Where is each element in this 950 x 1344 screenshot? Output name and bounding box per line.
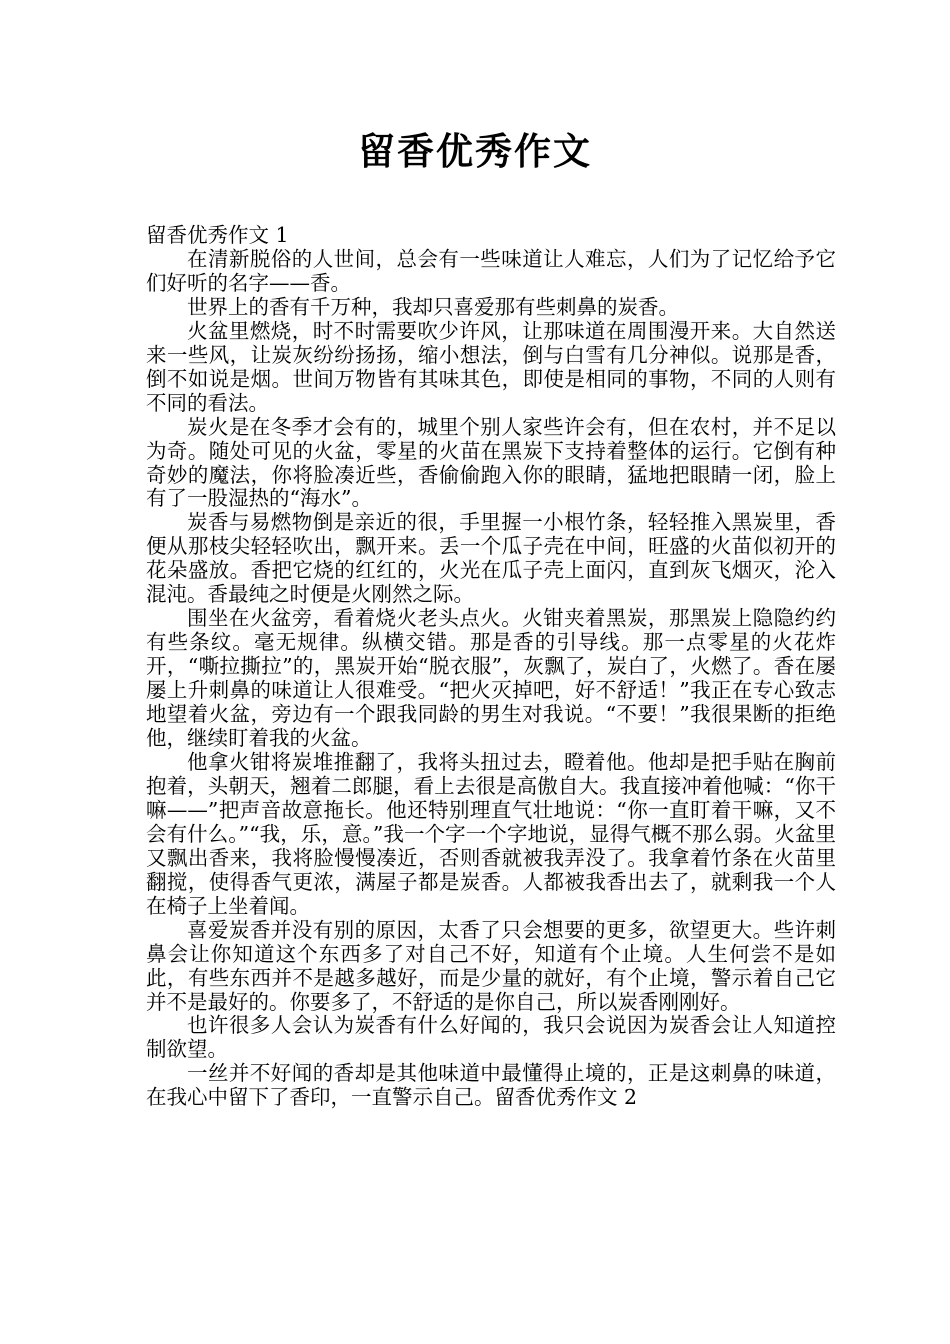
paragraph: 世界上的香有千万种，我却只喜爱那有些刺鼻的炭香。 [187, 294, 679, 319]
paragraph: 围坐在火盆旁，看着烧火老头点火。火钳夹着黑炭，那黑炭上隐隐约约有些条纹。毫无规律。纵横交错。那是香的引导线。那一点零星的火花炸开，“嘶拉撕拉”的，黑炭开始“脱衣服”，灰飘了，炭白了，火燃了。香在屡屡上升刺鼻的味道让人很难受。“把火灭掉吧，好不舒适！”我正在专心致志地望着火盆，旁边有一个跟我同龄的男生对我说。“不要！”我很果断的拒绝他，继续盯着我的火盆。 [146, 606, 836, 751]
essay-subheading: 留香优秀作文 1 [146, 223, 289, 247]
paragraph: 他拿火钳将炭堆推翻了，我将头扭过去，瞪着他。他却是把手贴在胸前抱着，头朝天，翘着二郎腿，看上去很是高傲自大。我直接冲着他喊：“你干嘛——”把声音故意拖长。他还特别理直气壮地说：“你一直盯着干嘛，又不会有什么。”“我，乐，意。”我一个字一个字地说，显得气概不那么弱。火盆里又飘出香来，我将脸慢慢凑近，否则香就被我弄没了。我拿着竹条在火苗里翻搅，使得香气更浓，满屋子都是炭香。人都被我香出去了，就剩我一个人在椅子上坐着闻。 [146, 749, 836, 918]
paragraph: 炭香与易燃物倒是亲近的很，手里握一小根竹条，轻轻推入黑炭里，香便从那枝尖轻轻吹出，飘开来。丢一个瓜子壳在中间，旺盛的火苗似初开的花朵盛放。香把它烧的红红的，火光在瓜子壳上面闪，直到灰飞烟灭，沦入混沌。香最纯之时便是火刚然之际。 [146, 510, 836, 607]
paragraph: 火盆里燃烧，时不时需要吹少许风，让那味道在周围漫开来。大自然送来一些风，让炭灰纷纷扬扬，缩小想法，倒与白雪有几分神似。说那是香，倒不如说是烟。世间万物皆有其味其色，即使是相同的事物，不同的人则有不同的看法。 [146, 318, 836, 415]
paragraph: 也许很多人会认为炭香有什么好闻的，我只会说因为炭香会让人知道控制欲望。 [146, 1013, 836, 1062]
paragraph: 一丝并不好闻的香却是其他味道中最懂得止境的，正是这刺鼻的味道，在我心中留下了香印，一直警示自己。留香优秀作文 2 [146, 1061, 836, 1110]
paragraph: 在清新脱俗的人世间，总会有一些味道让人难忘，人们为了记忆给予它们好听的名字——香。 [146, 246, 836, 295]
document-title: 留香优秀作文 [358, 130, 592, 173]
document-body [146, 224, 836, 1110]
paragraph: 喜爱炭香并没有别的原因，太香了只会想要的更多，欲望更大。些许刺鼻会让你知道这个东西多了对自己不好，知道有个止境。人生何尝不是如此，有些东西并不是越多越好，而是少量的就好，有个止境，警示着自己它并不是最好的。你要多了，不舒适的是你自己，所以炭香刚刚好。 [146, 917, 836, 1014]
paragraph: 炭火是在冬季才会有的，城里个别人家些许会有，但在农村，并不足以为奇。随处可见的火盆，零星的火苗在黑炭下支持着整体的运行。它倒有种奇妙的魔法，你将脸凑近些，香偷偷跑入你的眼睛，猛地把眼睛一闭，脸上有了一股湿热的“海水”。 [146, 414, 836, 511]
